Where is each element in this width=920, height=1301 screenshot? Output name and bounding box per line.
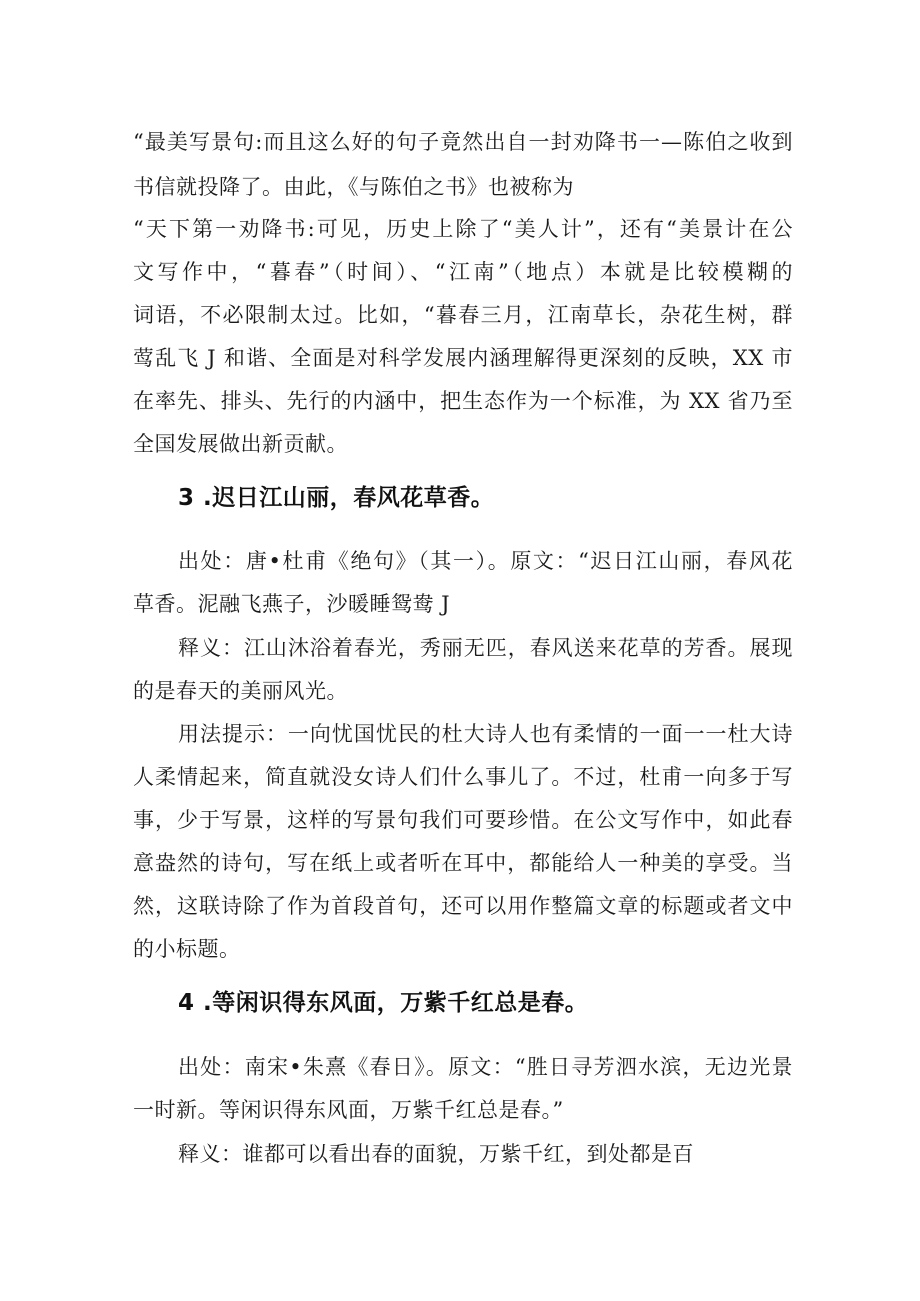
intro-line: 在率先、排头、先行的内涵中，把生态作为一个标准，为 XX 省乃至 (133, 389, 793, 413)
section-3-usage-line: 意盎然的诗句，写在纸上或者听在耳中，都能给人一种美的享受。当 (133, 851, 793, 875)
section-4-heading: 4 .等闲识得东风面，万紫千红总是春。 (178, 990, 589, 1016)
section-3-usage-line: 的小标题。 (133, 937, 241, 961)
intro-line: “最美写景句:而且这么好的句子竟然出自一封劝降书一—陈伯之收到 (133, 130, 793, 154)
section-3-meaning-line: 的是春天的美丽风光。 (133, 679, 348, 703)
intro-line: 莺乱飞 J 和谐、全面是对科学发展内涵理解得更深刻的反映，XX 市 (133, 346, 793, 370)
intro-line: 文写作中，“暮春”（时间）、“江南”（地点）本就是比较模糊的 (133, 260, 793, 284)
intro-line: 书信就投降了。由此，《与陈伯之书》也被称为 (133, 175, 574, 199)
section-3-usage-line: 然，这联诗除了作为首段首句，还可以用作整篇文章的标题或者文中 (133, 894, 793, 918)
section-3-usage-line: 事，少于写景，这样的写景句我们可要珍惜。在公文写作中，如此春 (133, 808, 793, 832)
intro-line: 全国发展做出新贡献。 (133, 432, 348, 456)
section-4-source-line: 一时新。等闲识得东风面，万紫千红总是春。” (133, 1098, 564, 1122)
section-3-usage-line: 人柔情起来，简直就没女诗人们什么事儿了。不过，杜甫一向多于写 (133, 765, 793, 789)
section-3-source-line: 出处：唐•杜甫《绝句》（其一）。原文：“迟日江山丽，春风花 (178, 549, 793, 573)
section-4-source-line: 出处：南宋•朱熹《春日》。原文：“胜日寻芳泗水滨，无边光景 (178, 1055, 793, 1079)
section-3-source-line: 草香。泥融飞燕子，沙暖睡鸳鸯 J (133, 592, 451, 616)
section-3-usage-line: 用法提示：一向忧国忧民的杜大诗人也有柔情的一面一一杜大诗 (178, 722, 793, 746)
section-3-meaning-line: 释义：江山沐浴着春光，秀丽无匹，春风送来花草的芳香。展现 (178, 636, 793, 660)
intro-line: 词语，不必限制太过。比如，“暮春三月，江南草长，杂花生树，群 (133, 303, 793, 327)
intro-line: “天下第一劝降书:可见，历史上除了“美人计”，还有“美景计在公 (133, 217, 793, 241)
section-3-heading: 3 .迟日江山丽，春风花草香。 (178, 485, 495, 511)
section-4-meaning-line: 释义：谁都可以看出春的面貌，万紫千红，到处都是百 (178, 1142, 694, 1166)
